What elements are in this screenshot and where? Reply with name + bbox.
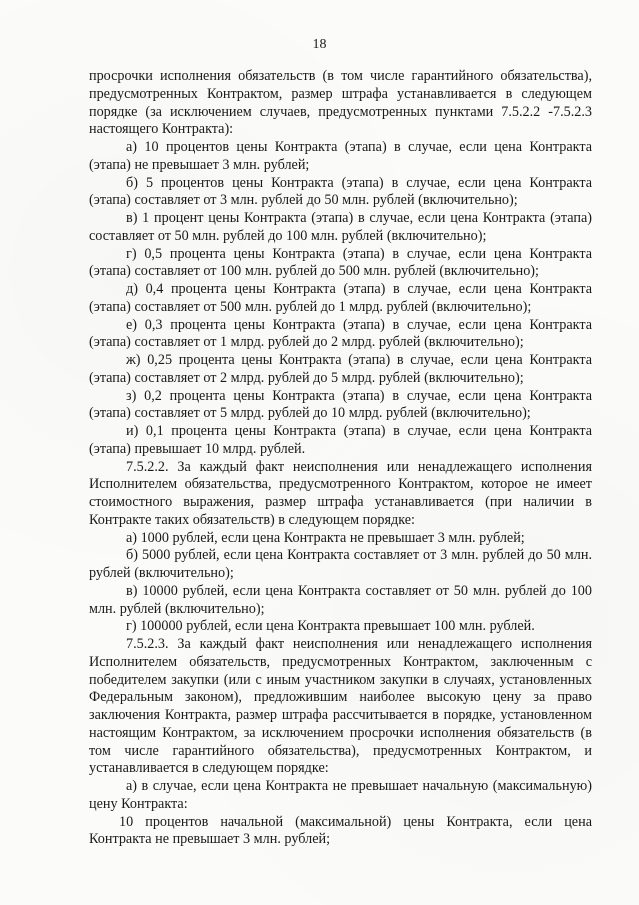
list-item-b: б) 5 процентов цены Контракта (этапа) в случае, если цена Контракта (этапа) составляет от 3 млн. рублей до 50 млн. рублей (включительно); xyxy=(89,174,592,209)
fine-item-v: в) 10000 рублей, если цена Контракта составляет от 50 млн. рублей до 100 млн. рублей (включительно); xyxy=(89,582,592,617)
list-item-d: д) 0,4 процента цены Контракта (этапа) в случае, если цена Контракта (этапа) составляет от 500 млн. рублей до 1 млрд. рублей (включительно); xyxy=(89,281,592,315)
clause-7-5-2-2: 7.5.2.2. За каждый факт неисполнения или ненадлежащего исполнения Исполнителем обязательства, предусмотренного Контрактом, которое не имеет стоимостного выражения, размер штрафа устанавливается (при наличии в Контракте таких обязательств) в следующем порядке: xyxy=(89,458,592,528)
list-item-i: и) 0,1 процента цены Контракта (этапа) в случае, если цена Контракта (этапа) превышает 10 млрд. рублей. xyxy=(89,423,592,457)
list-item-a: а) 10 процентов цены Контракта (этапа) в случае, если цена Контракта (этапа) не превышает 3 млн. рублей; xyxy=(89,139,592,173)
fine-item-a: а) 1000 рублей, если цена Контракта не превышает 3 млн. рублей; xyxy=(126,529,525,546)
condition-item-a: а) в случае, если цена Контракта не превышает начальную (максимальную) цену Контракта: xyxy=(89,778,592,812)
list-item-g: г) 0,5 процента цены Контракта (этапа) в случае, если цена Контракта (этапа) составляет от 100 млн. рублей до 500 млн. рублей (включительно); xyxy=(89,245,592,280)
document-body xyxy=(89,68,592,849)
paragraph-intro: просрочки исполнения обязательств (в том числе гарантийного обязательства), предусмотренных Контрактом, размер штрафа устанавливается в следующем порядке (за исключением случаев, предусмотренных пунктами 7.5.2.2 -7.5.2.3 настоящего Контракта): xyxy=(89,68,592,138)
list-item-zh: ж) 0,25 процента цены Контракта (этапа) в случае, если цена Контракта (этапа) составляет от 2 млрд. рублей до 5 млрд. рублей (включительно); xyxy=(89,352,592,386)
fine-item-g: г) 100000 рублей, если цена Контракта превышает 100 млн. рублей. xyxy=(126,618,535,635)
list-item-v: в) 1 процент цены Контракта (этапа) в случае, если цена Контракта (этапа) составляет от 50 млн. рублей до 100 млн. рублей (включительно); xyxy=(89,210,592,244)
condition-detail: 10 процентов начальной (максимальной) цены Контракта, если цена Контракта не превышает 3 млн. рублей; xyxy=(89,813,592,848)
clause-7-5-2-3: 7.5.2.3. За каждый факт неисполнения или ненадлежащего исполнения Исполнителем обязательств, предусмотренных Контрактом, заключенным с победителем закупки (или с иным участником закупки в случаях, установленных Федеральным законом), предложившим наиболее высокую цену за право заключения Контракта, размер штрафа рассчитывается в порядке, установленном настоящим Контрактом, за исключением просрочки исполнения обязательств (в том числе гарантийного обязательства), предусмотренных Контрактом, и устанавливается в следующем порядке: xyxy=(89,636,592,777)
fine-item-b: б) 5000 рублей, если цена Контракта составляет от 3 млн. рублей до 50 млн. рублей (включительно); xyxy=(89,547,592,581)
list-item-z: з) 0,2 процента цены Контракта (этапа) в случае, если цена Контракта (этапа) составляет от 5 млрд. рублей до 10 млрд. рублей (включительно); xyxy=(89,387,592,422)
list-item-e: е) 0,3 процента цены Контракта (этапа) в случае, если цена Контракта (этапа) составляет от 1 млрд. рублей до 2 млрд. рублей (включительно); xyxy=(89,316,592,351)
page-number: 18 xyxy=(312,37,327,52)
